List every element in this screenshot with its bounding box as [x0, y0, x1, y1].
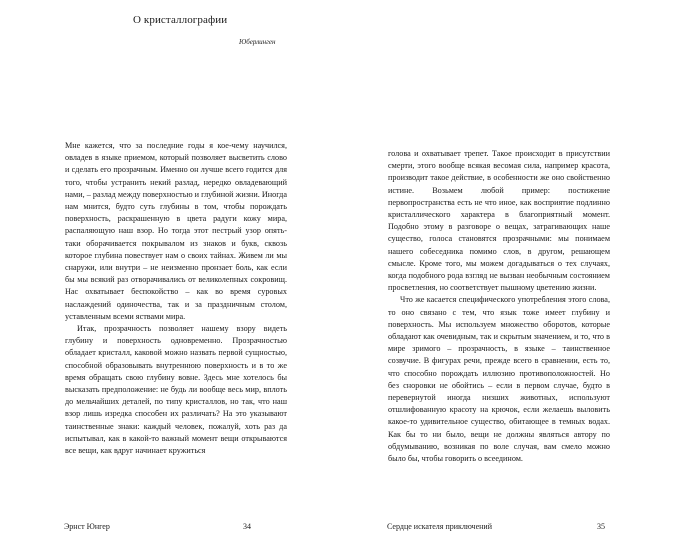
chapter-title: О кристаллографии	[133, 14, 228, 26]
right-page-text	[388, 148, 610, 465]
paragraph: голова и охватывает трепет. Такое происходит в присутствии смерти, этого вообще всякая весомая сила, например красота, производит такое действие, в особенности же оно свойственно истине. Возьмем любой пример: постижение первопространства есть не что иное, как восприятие подлинно кристаллического характера в благоприятный момент. Подобно этому в разговоре о вещах, затрагивающих наше существо, голоса становятся прозрачными: мы понимаем нашего собеседника помимо слов, в другом, решающем смысле. Кроме того, мы можем догадываться о тех случаях, когда подобного рода взгляд не вызван необычным состоянием просветления, но соответствует пышному цветению жизни.	[388, 149, 610, 293]
place-line: Юберлинген	[239, 38, 276, 46]
left-page	[0, 0, 345, 540]
page-number-left: 34	[243, 522, 251, 531]
page-number-right: 35	[597, 522, 605, 531]
footer-book-title: Сердце искателя приключений	[387, 522, 492, 531]
left-page-text	[65, 140, 287, 457]
paragraph: Итак, прозрачность позволяет нашему взору видеть глубину и поверхность одновременно. Прозрачностью обладает кристалл, каковой можно назвать первой сущностью, способной образовывать внутреннюю поверхность и в то же время обращать свою глубину вовне. Здесь мне хотелось бы высказать предположение: не будь ли вообще весь мир, вплоть до мельчайших деталей, по типу кристаллов, но так, что наш взор лишь изредка способен их различать? На это указывают таинственные знаки: каждый человек, пожалуй, хоть раз да испытывал, как в какой-то важный момент вещи открываются все вещи, как вдруг начинает кружиться	[65, 324, 287, 456]
paragraph: Мне кажется, что за последние годы я кое-чему научился, овладев в языке приемом, который позволяет высветить слово и сделать его прозрачным. Именно он лучше всего годится для того, чтобы устранить некий разлад, нередко овладевающий нами, – разлад между поверхностью и глубиной жизни. Иногда нам мнится, будто суть глубины в том, чтобы порождать поверхность, раскрашенную в цвета радуги кожу мира, распаляющую наш взор. Но тогда этот пестрый узор опять-таки оборачивается покрывалом из знаков и букв, сквозь которое глубина повествует нам о своих тайнах. Живем ли мы снаружи, или внутри – не неизменно пронзает боль, как если бы мы всякий раз отворачивались от великолепных сокровищ. Нас охватывает беспокойство – как во время суровых наслаждений одиночества, так и за праздничным столом, уставленным всеми яствами мира.	[65, 141, 287, 321]
footer-author: Эрнст Юнгер	[64, 522, 110, 531]
paragraph: Что же касается специфического употребления этого слова, то оно связано с тем, что язык тоже имеет глубину и поверхность. Мы используем множество оборотов, которые обладают как очевидным, так и скрытым значением, и то, что в мире зримого – прозрачность, в языке – таинственное созвучие. В фигурах речи, прежде всего в сравнении, есть то, что способно порождать иллюзию противоположностей. Но без сноровки не обойтись – если в первом случае, будто в перевернутой иногда низших животных, используют отшлифованную красоту на крючок, если желаешь выловить какое-то удивительное существо, обитающее в темных водах. Как бы то ни было, вещи не должны являться автору по обдумыванию, возникая по воле случая, вам смело можно было бы, чтобы говорить о всеедином.	[388, 295, 610, 464]
